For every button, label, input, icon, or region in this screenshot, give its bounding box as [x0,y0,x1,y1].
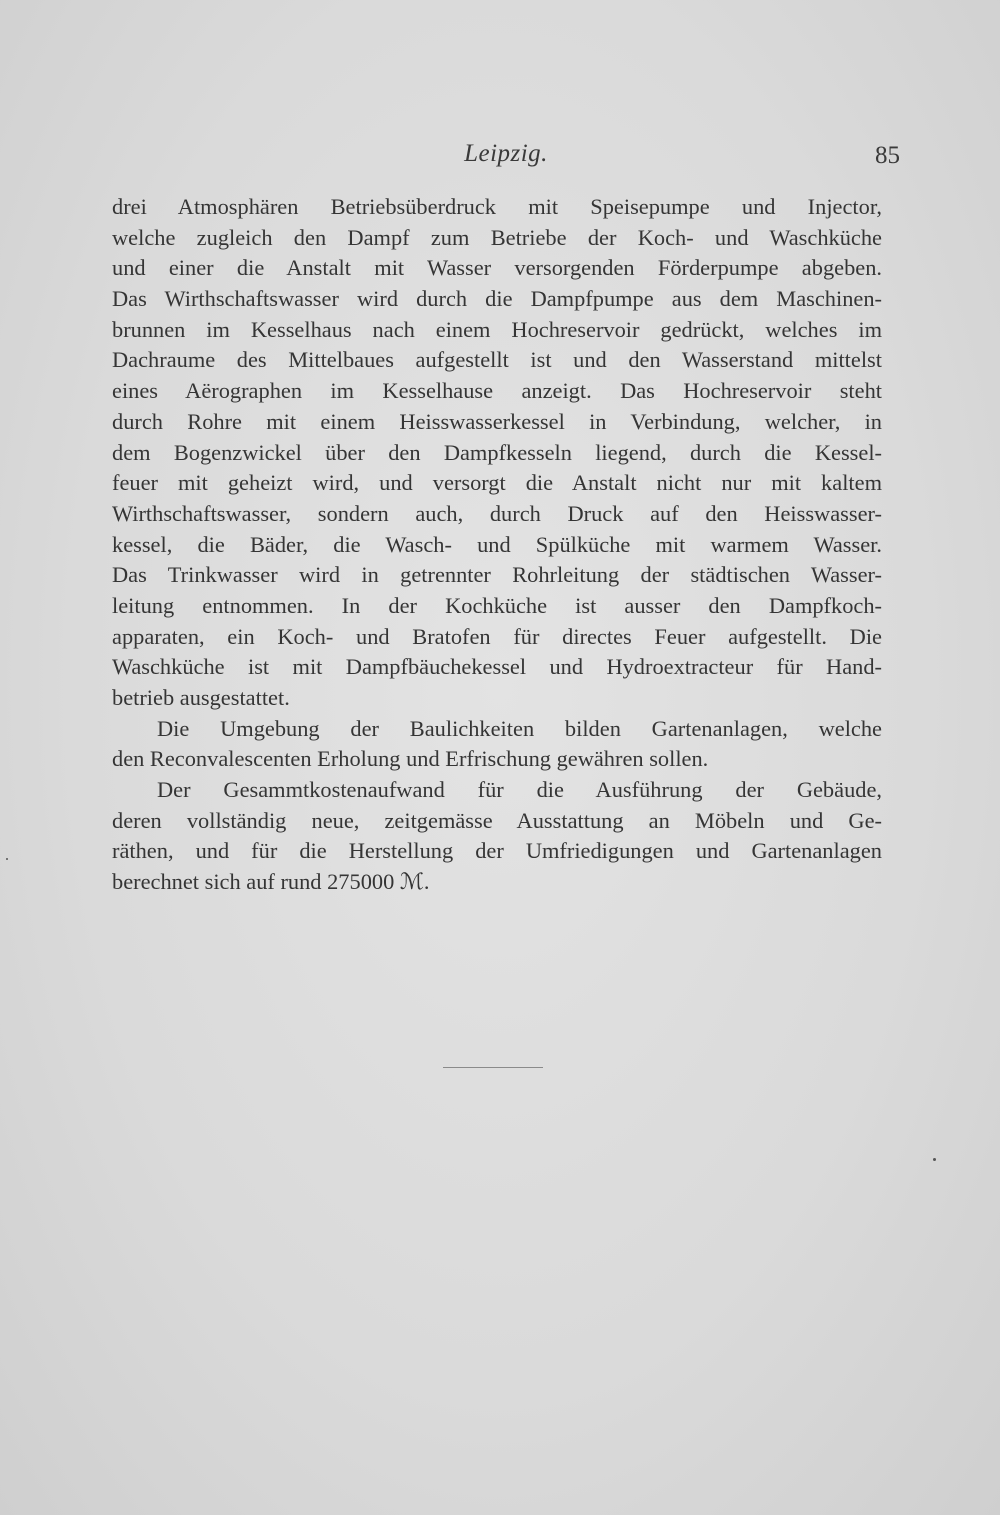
text-line: welche zugleich den Dampf zum Betriebe der Koch- und Waschküche [112,224,882,250]
text-line: und einer die Anstalt mit Wasser versorgenden Förderpumpe abgeben. [112,255,882,281]
text-line: leitung entnommen. In der Kochküche ist ausser den Dampfkoch- [112,592,882,618]
paragraph-2 [112,714,882,775]
page-number: 85 [875,142,900,169]
paragraph-1 [112,192,882,714]
text-line: Das Trinkwasser wird in getrennter Rohrleitung der städtischen Wasser- [112,562,882,588]
text-line: drei Atmosphären Betriebsüberdruck mit Speisepumpe und Injector, [112,194,882,219]
text-line: feuer mit geheizt wird, und versorgt die Anstalt nicht nur mit kaltem [112,470,882,496]
text-line: kessel, die Bäder, die Wasch- und Spülküche mit warmem Wasser. [112,531,882,557]
text-line: dem Bogenzwickel über den Dampfkesseln liegend, durch die Kessel- [112,439,882,465]
text-line: berechnet sich auf rund 275000 ℳ. [112,869,430,895]
text-line: eines Aërographen im Kesselhause anzeigt. Das Hochreservoir steht [112,378,882,404]
page-header [112,140,900,180]
text-line: apparaten, ein Koch- und Bratofen für directes Feuer aufgestellt. Die [112,623,882,649]
text-line: Waschküche ist mit Dampfbäuchekessel und Hydroextracteur für Hand- [112,654,882,680]
text-line: betrieb ausgestattet. [112,685,290,710]
paper-speck [6,858,8,860]
section-end-rule [443,1067,543,1068]
text-line: Das Wirthschaftswasser wird durch die Dampfpumpe aus dem Maschinen- [112,286,882,312]
text-line: Dachraume des Mittelbaues aufgestellt ist und den Wasserstand mittelst [112,347,882,373]
paragraph-3 [112,775,882,898]
text-line: Der Gesammtkostenaufwand für die Ausführung der Gebäude, [157,777,882,803]
running-title: Leipzig. [464,140,548,167]
text-line: den Reconvalescenten Erholung und Erfrischung gewähren sollen. [112,746,709,772]
text-line: räthen, und für die Herstellung der Umfriedigungen und Gartenanlagen [112,838,882,864]
text-line: deren vollständig neue, zeitgemässe Ausstattung an Möbeln und Ge- [112,807,882,833]
text-line: brunnen im Kesselhaus nach einem Hochreservoir gedrückt, welches im [112,316,882,342]
paper-speck [933,1158,936,1161]
body-text [112,192,882,898]
text-line: Wirthschaftswasser, sondern auch, durch Druck auf den Heisswasser- [112,500,882,526]
text-line: Die Umgebung der Baulichkeiten bilden Gartenanlagen, welche [157,715,882,741]
text-line: durch Rohre mit einem Heisswasserkessel in Verbindung, welcher, in [112,408,882,434]
